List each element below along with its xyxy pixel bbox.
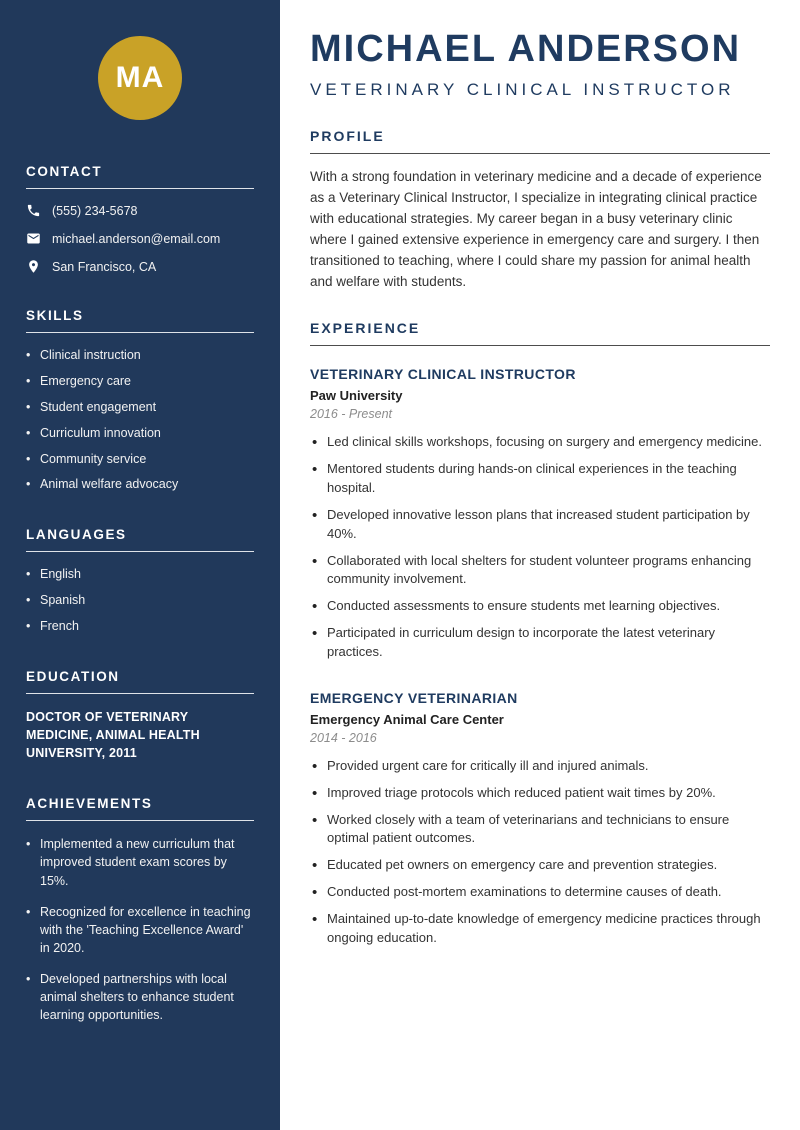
job-bullet: • Mentored students during hands-on clinical experiences in the teaching hospital.	[310, 460, 770, 498]
achievements-section	[26, 796, 254, 1024]
profile-text: With a strong foundation in veterinary medicine and a decade of experience as a Veterinary Clinical Instructor, I specialize in integrating clinical practice with educational strategies. My career began in a busy veterinary clinic where I gained extensive experience in emergency care and surgery. I then transitioned to teaching, where I could share my passion for animal health and welfare with students.	[310, 168, 762, 289]
job-bullet: • Led clinical skills workshops, focusing on surgery and emergency medicine.	[310, 433, 770, 452]
location-pin-icon	[26, 259, 41, 274]
phone-icon	[26, 203, 41, 218]
achievements-heading: ACHIEVEMENTS	[26, 796, 254, 821]
job-entry	[310, 366, 770, 661]
job-title: EMERGENCY VETERINARIAN	[310, 689, 518, 706]
skill-item: • Emergency care	[26, 373, 254, 390]
sidebar	[0, 0, 280, 1130]
job-bullet: • Improved triage protocols which reduced patient wait times by 20%.	[310, 784, 770, 803]
job-bullet: • Collaborated with local shelters for student volunteer programs enhancing community involvement.	[310, 552, 770, 590]
job-entry	[310, 690, 770, 948]
achievement-item: • Implemented a new curriculum that improved student exam scores by 15%.	[26, 835, 254, 889]
profile-section	[310, 128, 770, 293]
contact-phone-text: (555) 234-5678	[52, 203, 138, 218]
job-dates: 2014 - 2016	[310, 730, 377, 745]
languages-heading: LANGUAGES	[26, 527, 254, 552]
skill-item: • Clinical instruction	[26, 347, 254, 364]
main-content	[280, 0, 800, 1130]
skill-item: • Community service	[26, 451, 254, 468]
job-bullet: • Conducted post-mortem examinations to determine causes of death.	[310, 883, 770, 902]
avatar	[98, 36, 182, 120]
job-bullet: • Developed innovative lesson plans that increased student participation by 40%.	[310, 506, 770, 544]
profile-heading: PROFILE	[310, 128, 770, 154]
contact-location-text: San Francisco, CA	[52, 259, 157, 274]
language-item: • English	[26, 566, 254, 583]
contact-section	[26, 164, 254, 274]
skills-heading: SKILLS	[26, 308, 254, 333]
education-section	[26, 669, 254, 762]
contact-phone	[26, 203, 254, 218]
achievement-item: • Recognized for excellence in teaching with the 'Teaching Excellence Award' in 2020.	[26, 903, 254, 957]
job-bullet: • Worked closely with a team of veterinarians and technicians to ensure optimal patient outcomes.	[310, 811, 770, 849]
languages-section	[26, 527, 254, 635]
email-icon	[26, 231, 41, 246]
job-dates: 2016 - Present	[310, 407, 392, 422]
experience-heading: EXPERIENCE	[310, 320, 770, 346]
job-bullets	[310, 757, 770, 948]
education-heading: EDUCATION	[26, 669, 254, 694]
skill-item: • Student engagement	[26, 399, 254, 416]
language-item: • French	[26, 618, 254, 635]
job-bullet: • Participated in curriculum design to incorporate the latest veterinary practices.	[310, 624, 770, 662]
avatar-initials: MA	[115, 61, 165, 94]
job-title: VETERINARY CLINICAL INSTRUCTOR	[310, 366, 576, 383]
achievement-item: • Developed partnerships with local animal shelters to enhance student learning opportunities.	[26, 970, 254, 1024]
education-degree: DOCTOR OF VETERINARY MEDICINE, ANIMAL HEALTH UNIVERSITY, 2011	[26, 709, 200, 761]
language-item: • Spanish	[26, 592, 254, 609]
experience-section	[310, 320, 770, 947]
candidate-title: VETERINARY CLINICAL INSTRUCTOR	[310, 79, 735, 99]
contact-location	[26, 259, 254, 274]
contact-email	[26, 231, 254, 246]
languages-list	[26, 566, 254, 635]
skills-list	[26, 347, 254, 493]
job-bullet: • Maintained up-to-date knowledge of emergency medicine practices through ongoing education.	[310, 910, 770, 948]
job-bullet: • Conducted assessments to ensure students met learning objectives.	[310, 597, 770, 616]
achievements-list	[26, 835, 254, 1024]
skill-item: • Animal welfare advocacy	[26, 476, 254, 493]
skill-item: • Curriculum innovation	[26, 425, 254, 442]
skills-section	[26, 308, 254, 493]
job-company: Paw University	[310, 388, 403, 404]
job-bullets	[310, 433, 770, 661]
candidate-name: MICHAEL ANDERSON	[310, 28, 742, 70]
job-company: Emergency Animal Care Center	[310, 711, 504, 727]
contact-heading: CONTACT	[26, 164, 254, 189]
job-bullet: • Provided urgent care for critically ill and injured animals.	[310, 757, 770, 776]
job-bullet: • Educated pet owners on emergency care and prevention strategies.	[310, 856, 770, 875]
contact-email-text: michael.anderson@email.com	[52, 231, 221, 246]
